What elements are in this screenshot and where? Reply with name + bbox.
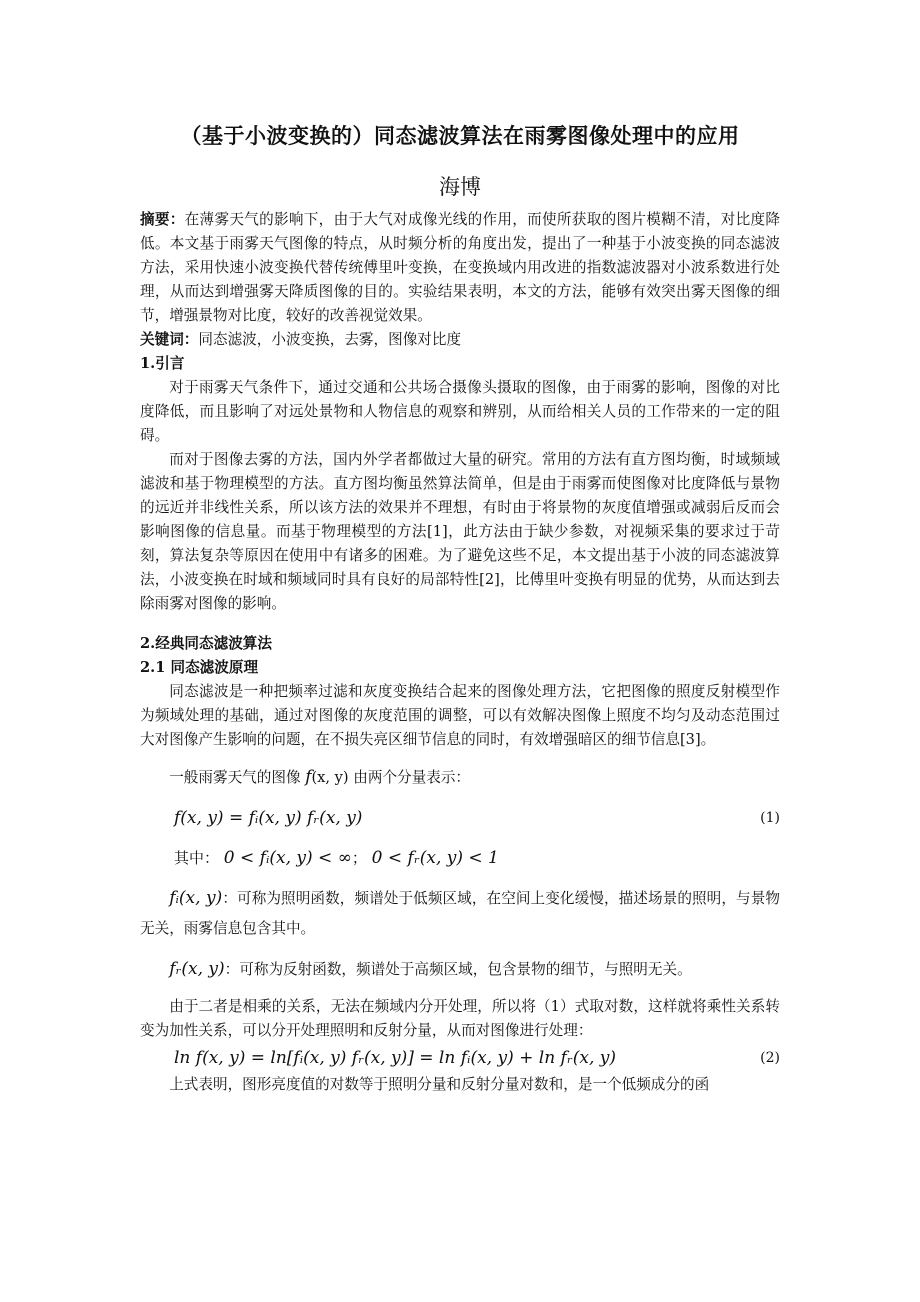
condition-2: 0 < fᵣ(x, y) < 1 [371, 848, 499, 868]
intro-args: (x, y) [311, 769, 349, 786]
intro-function: f [305, 767, 312, 787]
condition-separator: ； [351, 849, 367, 867]
abstract-text: 在薄雾天气的影响下，由于大气对成像光线的作用，而使所获取的图片模糊不清，对比度降低。本文基于雨雾天气图像的特点，从时频分析的角度出发，提出了一种基于小波变换的同态滤波方法，采用快速小波变换代替传统傅里叶变换，在变换域内用改进的指数滤波器对小波系数进行处理，从而达到增强雾天降质图像的目的。实验结果表明，本文的方法，能够有效突出雾天图像的细节，增强景物对比度，较好的改善视觉效果。 [140, 211, 780, 324]
author-name: 海博 [439, 175, 481, 199]
paper-body [140, 208, 780, 1097]
section-1-heading: 1.引言 [140, 355, 185, 372]
section-1-paragraph-2: 而对于图像去雾的方法，国内外学者都做过大量的研究。常用的方法有直方图均衡，时域频域滤波和基于物理模型的方法。直方图均衡虽然算法简单，但是由于雨雾而使图像对比度降低与景物的远近并非线性关系，所以该方法的效果并不理想，有时由于将景物的灰度值增强或减弱后反而会影响图像的信息量。而基于物理模型的方法[1]，此方法由于缺少参数，对视频采集的要求过于苛刻，算法复杂等原因在使用中有诸多的困难。为了避免这些不足，本文提出基于小波的同态滤波算法，小波变换在时域和频域同时具有良好的局部特性[2]，比傅里叶变换有明显的优势，从而达到去除雨雾对图像的影响。 [140, 451, 780, 612]
keywords-text: 同态滤波，小波变换，去雾，图像对比度 [198, 331, 462, 348]
equation-1-number: (1) [760, 810, 780, 826]
conditions-line [140, 843, 780, 873]
section-2-1-paragraph-1: 同态滤波是一种把频率过滤和灰度变换结合起来的图像处理方法，它把图像的照度反射模型作为频域处理的基础，通过对图像的灰度范围的调整，可以有效解决图像上照度不均匀及动态范围过大对图像产生影响的问题，在不损失亮区细节信息的同时，有效增强暗区的细节信息[3]。 [140, 683, 780, 748]
abstract [140, 208, 780, 328]
equation-1-body: f(x, y) = fᵢ(x, y) fᵣ(x, y) [174, 808, 363, 828]
conditions-prefix: 其中： [174, 849, 220, 867]
equation-1 [140, 803, 780, 833]
keywords [140, 328, 780, 352]
illumination-symbol: fᵢ(x, y) [169, 888, 223, 908]
section-2-1-paragraph-3: 上式表明，图形亮度值的对数等于照明分量和反射分量对数和，是一个低频成分的函 [169, 1076, 710, 1093]
abstract-label: 摘要： [140, 211, 185, 228]
equation-2 [140, 1043, 780, 1073]
intro-prefix: 一般雨雾天气的图像 [169, 769, 301, 786]
section-2-heading: 2.经典同态滤波算法 [140, 635, 272, 652]
reflectance-function-definition [140, 954, 780, 985]
paper-title: （基于小波变换的）同态滤波算法在雨雾图像处理中的应用 [180, 123, 740, 148]
condition-1: 0 < fᵢ(x, y) < ∞ [223, 848, 352, 868]
equation-2-body: ln f(x, y) = ln[fᵢ(x, y) fᵣ(x, y)] = ln fᵢ(x, y) + ln fᵣ(x, y) [174, 1048, 616, 1068]
section-2-1-heading: 2.1 同态滤波原理 [140, 659, 259, 676]
illumination-function-definition [140, 883, 780, 944]
intro-suffix: 由两个分量表示： [353, 769, 471, 786]
keywords-label: 关键词： [140, 331, 199, 348]
section-1-paragraph-1: 对于雨雾天气条件下，通过交通和公共场合摄像头摄取的图像，由于雨雾的影响，图像的对比度降低，而且影响了对远处景物和人物信息的观察和辨别，从而给相关人员的工作带来的一定的阻碍。 [140, 379, 780, 444]
image-model-intro [140, 762, 780, 793]
reflectance-symbol: fᵣ(x, y) [169, 959, 225, 979]
reflectance-description: ：可称为反射函数，频谱处于高频区域，包含景物的细节，与照明无关。 [224, 961, 692, 978]
equation-2-number: (2) [760, 1050, 780, 1066]
illumination-description: ：可称为照明函数，频谱处于低频区域，在空间上变化缓慢，描述场景的照明，与景物无关，雨雾信息包含其中。 [140, 890, 780, 937]
section-2-1-paragraph-2: 由于二者是相乘的关系，无法在频域内分开处理，所以将（1）式取对数，这样就将乘性关系转变为加性关系，可以分开处理照明和反射分量，从而对图像进行处理： [140, 998, 780, 1039]
